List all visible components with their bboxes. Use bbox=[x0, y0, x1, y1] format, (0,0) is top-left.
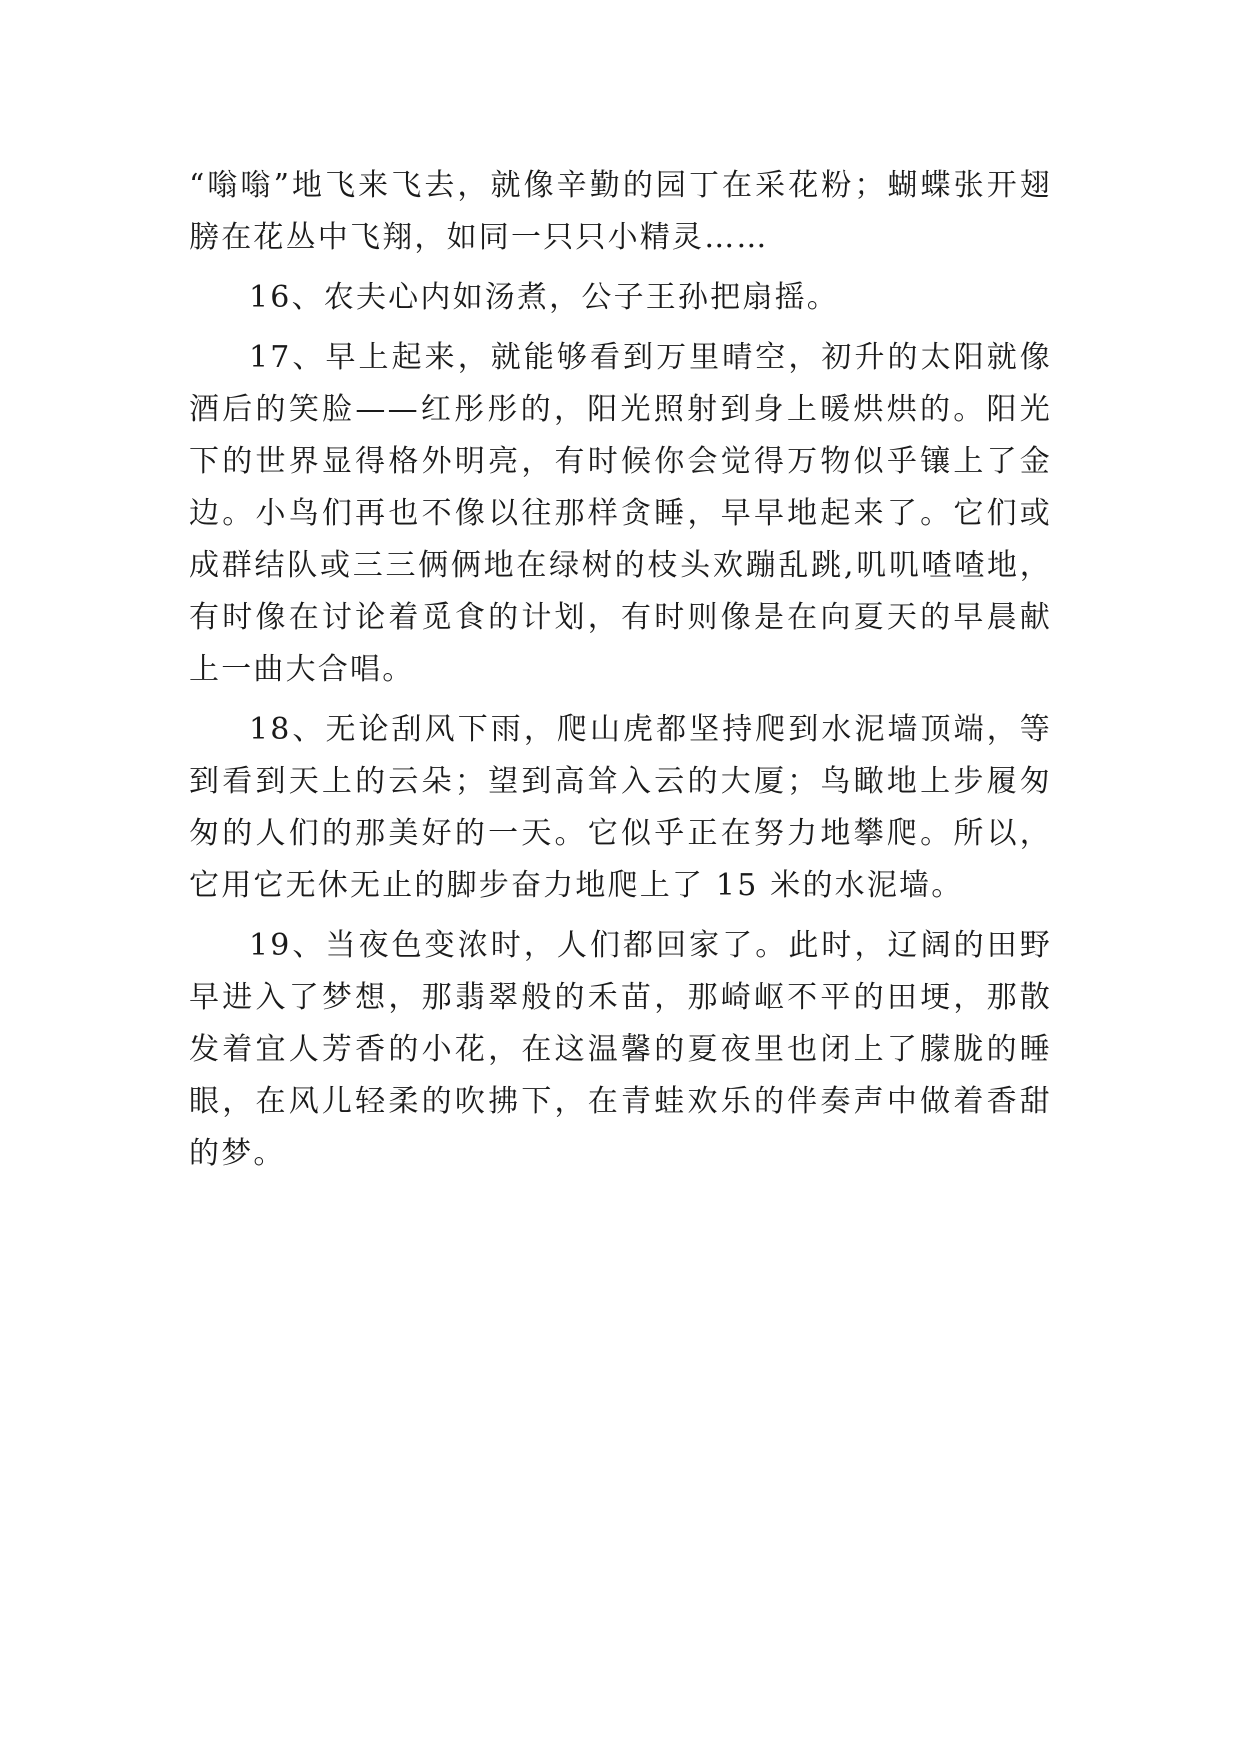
document-body bbox=[189, 160, 1052, 1188]
paragraph-continuation: “嗡嗡”地飞来飞去，就像辛勤的园丁在采花粉；蝴蝶张开翅膀在花丛中飞翔，如同一只只小精灵…… bbox=[189, 168, 1052, 255]
paragraph-17: 17、早上起来，就能够看到万里晴空，初升的太阳就像酒后的笑脸——红彤彤的，阳光照射到身上暖烘烘的。阳光下的世界显得格外明亮，有时候你会觉得万物似乎镶上了金边。小鸟们再也不像以往那样贪睡，早早地起来了。它们或成群结队或三三俩俩地在绿树的枝头欢蹦乱跳,叽叽喳喳地，有时像在讨论着觅食的计划，有时则像是在向夏天的早晨献上一曲大合唱。 bbox=[189, 340, 1052, 687]
paragraph-18: 18、无论刮风下雨，爬山虎都坚持爬到水泥墙顶端，等到看到天上的云朵；望到高耸入云的大厦；鸟瞰地上步履匆匆的人们的那美好的一天。它似乎正在努力地攀爬。所以，它用它无休无止的脚步奋力地爬上了 15 米的水泥墙。 bbox=[189, 712, 1052, 903]
paragraph-19: 19、当夜色变浓时，人们都回家了。此时，辽阔的田野早进入了梦想，那翡翠般的禾苗，那崎岖不平的田埂，那散发着宜人芳香的小花，在这温馨的夏夜里也闭上了朦胧的睡眼，在风儿轻柔的吹拂下，在青蛙欢乐的伴奏声中做着香甜的梦。 bbox=[189, 928, 1052, 1171]
paragraph-16: 16、农夫心内如汤煮，公子王孙把扇摇。 bbox=[249, 280, 839, 315]
